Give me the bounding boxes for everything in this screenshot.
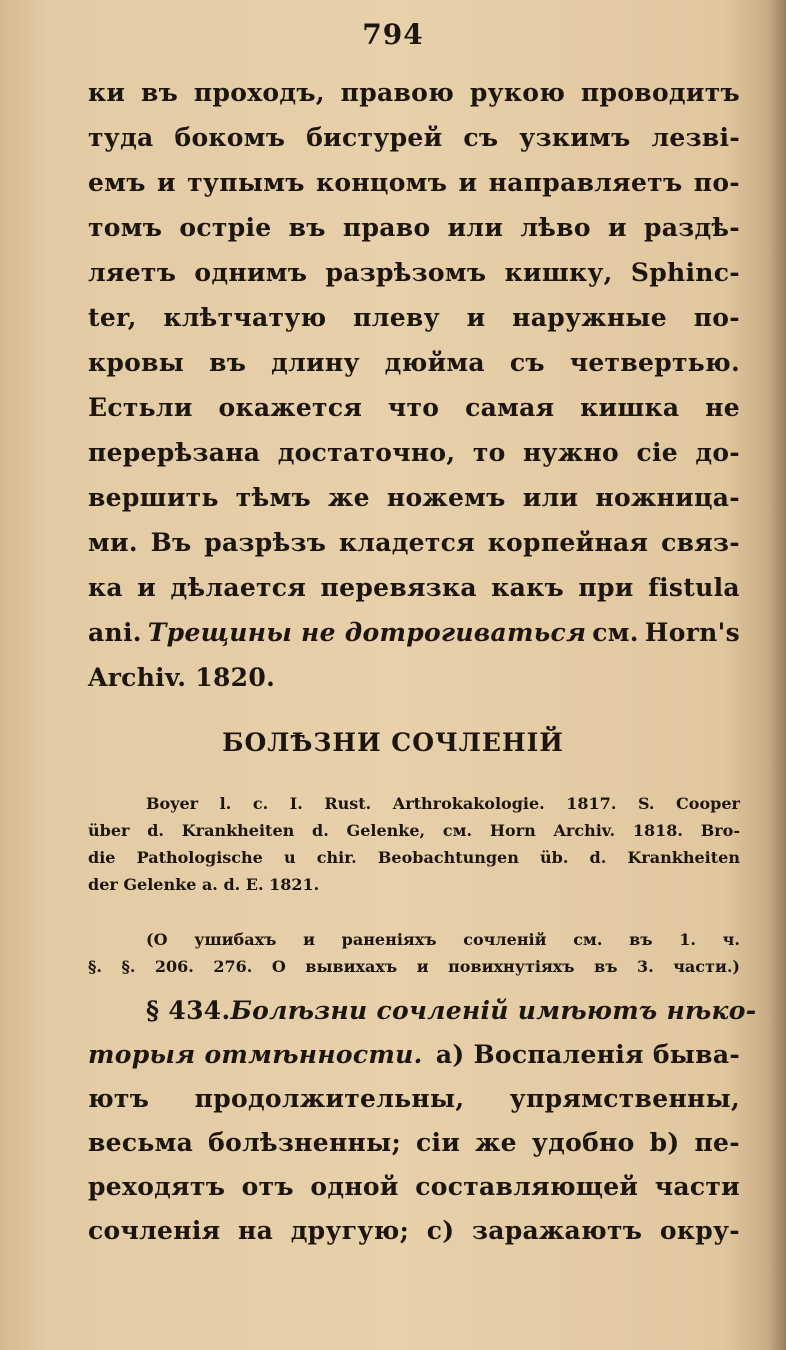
word: нужно — [523, 438, 620, 467]
word: ми. — [88, 528, 138, 557]
word: ки — [88, 78, 126, 107]
word: реходятъ — [88, 1172, 226, 1201]
text-line — [88, 78, 740, 123]
text-line — [88, 996, 757, 1040]
word: О — [271, 957, 286, 976]
word: вершить — [88, 483, 219, 512]
word: бокомъ — [174, 123, 286, 152]
word: или — [522, 483, 579, 512]
word: (О — [146, 930, 168, 949]
word: клѣтчатую — [163, 303, 327, 332]
word: упрямственны, — [509, 1084, 740, 1113]
word: Pathologische — [136, 848, 263, 867]
word: Sphinc- — [630, 258, 740, 287]
word: Beobachtungen — [377, 848, 519, 867]
word: а) Воспаленiя быва- — [435, 1040, 740, 1069]
word: ножница- — [595, 483, 740, 512]
word: Gelenke, — [346, 821, 426, 840]
word: тупымъ — [187, 168, 305, 197]
word: то — [472, 438, 506, 467]
word: ножемъ — [386, 483, 506, 512]
word: ч. — [722, 930, 740, 949]
word: сочленiй — [463, 930, 547, 949]
word: сiе — [636, 438, 678, 467]
word: Krankheiten — [181, 821, 295, 840]
word: лѣво — [520, 213, 591, 242]
word: какъ — [491, 573, 564, 602]
word: въ — [288, 213, 326, 242]
section-heading: БОЛѢЗНИ СОЧЛЕНIЙ — [222, 728, 564, 757]
word: 1818. — [632, 821, 683, 840]
word: d. — [147, 821, 164, 840]
word: перевязка — [320, 573, 477, 602]
word: и — [137, 573, 157, 602]
word: весьма — [88, 1128, 194, 1157]
reference-line — [88, 848, 740, 875]
note-line — [88, 930, 740, 957]
word: §. — [88, 957, 102, 976]
word: Естьли — [88, 393, 193, 422]
word: и — [303, 930, 315, 949]
word: d. — [589, 848, 607, 867]
word: емъ — [88, 168, 146, 197]
reference-line — [88, 794, 740, 821]
word: u — [283, 848, 296, 867]
word: направляетъ — [488, 168, 683, 197]
word: корпейная — [487, 528, 649, 557]
text-line — [88, 258, 740, 303]
word: четвертью. — [569, 348, 740, 377]
word: S. — [637, 794, 655, 813]
word: l. — [219, 794, 232, 813]
reference-line — [88, 875, 740, 902]
word: разрѣзомъ — [325, 258, 487, 287]
word: c. — [252, 794, 269, 813]
word: плеву — [353, 303, 440, 332]
word: и — [157, 168, 176, 197]
word: самая — [465, 393, 555, 422]
word: b) — [649, 1128, 680, 1157]
word: концомъ — [316, 168, 448, 197]
word: c) — [426, 1216, 455, 1245]
word: раненiяхъ — [341, 930, 437, 949]
word: Arthrokakologie. — [392, 794, 545, 813]
text-line — [88, 168, 740, 213]
word: Boyer — [146, 794, 199, 813]
word: острiе — [179, 213, 272, 242]
word: die — [88, 848, 116, 867]
word: части — [654, 1172, 740, 1201]
text-line — [88, 1216, 740, 1260]
word: Horn — [489, 821, 536, 840]
paragraph-434 — [88, 996, 757, 1260]
word: лезвi- — [651, 123, 740, 152]
word: по- — [693, 168, 740, 197]
word: chir. — [316, 848, 357, 867]
text-line — [88, 213, 740, 258]
word: проводитъ — [580, 78, 740, 107]
word: бистурей — [306, 123, 443, 152]
word: до- — [695, 438, 740, 467]
word: Archiv. 1820. — [88, 663, 276, 692]
word: ютъ — [88, 1084, 150, 1113]
note-block — [88, 930, 740, 984]
word: томъ — [88, 213, 163, 242]
word: правою — [340, 78, 455, 107]
word: перерѣзана — [88, 438, 261, 467]
section-number: § 434. — [146, 996, 231, 1025]
word: Rust. — [324, 794, 372, 813]
text-line — [88, 393, 740, 438]
word: ter, — [88, 303, 137, 332]
word: сiи — [416, 1128, 461, 1157]
word: и — [466, 303, 486, 332]
word: длину — [271, 348, 360, 377]
text-line — [88, 1084, 740, 1128]
word: что — [387, 393, 440, 422]
word: связ- — [661, 528, 740, 557]
word: 206. — [154, 957, 194, 976]
word: части.) — [673, 957, 740, 976]
word: ушибахъ — [194, 930, 277, 949]
word: другую; — [290, 1216, 410, 1245]
note-line — [88, 957, 740, 984]
word: въ — [140, 78, 179, 107]
reference-line — [88, 821, 740, 848]
word: по- — [693, 303, 740, 332]
word: повихнутiяхъ — [448, 957, 575, 976]
text-line — [88, 1172, 740, 1216]
text-line — [88, 663, 740, 708]
word: Въ — [150, 528, 192, 557]
italic-phrase: торыя отмѣнности. — [88, 1040, 423, 1069]
word: и — [416, 957, 429, 976]
word: одной — [310, 1172, 399, 1201]
text-line — [88, 1128, 740, 1172]
word: d. — [312, 821, 329, 840]
word: дюйма — [384, 348, 485, 377]
word: тѣмъ — [235, 483, 311, 512]
word: окажется — [218, 393, 363, 422]
word: см. — [573, 930, 603, 949]
text-line — [88, 618, 740, 663]
word: см. — [442, 821, 473, 840]
text-line — [88, 1040, 740, 1084]
word: 3. — [637, 957, 654, 976]
word: кровы — [88, 348, 185, 377]
word: сочленiя — [88, 1216, 221, 1245]
word: fistula — [648, 573, 740, 602]
word: см. — [592, 618, 639, 647]
word: болѣзненны; — [208, 1128, 402, 1157]
word: продолжительны, — [194, 1084, 465, 1113]
word: составляющей — [415, 1172, 639, 1201]
word: на — [238, 1216, 274, 1245]
word: окру- — [659, 1216, 740, 1245]
word: же — [328, 483, 370, 512]
word: der Gelenke a. d. E. 1821. — [88, 875, 320, 894]
word: туда — [88, 123, 154, 152]
word: ляетъ — [88, 258, 177, 287]
word: съ — [463, 123, 499, 152]
word: §. — [121, 957, 136, 976]
word: право — [342, 213, 431, 242]
word: üb. — [540, 848, 569, 867]
italic-phrase: Трещины не дотрогиваться — [147, 618, 587, 647]
paragraph-1 — [88, 78, 740, 708]
word: Bro- — [700, 821, 740, 840]
word: наружные — [512, 303, 667, 332]
word: Cooper — [676, 794, 740, 813]
word: кишку, — [504, 258, 613, 287]
word: разрѣзъ — [204, 528, 327, 557]
word: Horn's — [644, 618, 740, 647]
word: 1. — [679, 930, 696, 949]
word: кладется — [338, 528, 475, 557]
word: въ — [594, 957, 618, 976]
word: въ — [209, 348, 247, 377]
word: же — [475, 1128, 517, 1157]
word: раздѣ- — [643, 213, 740, 242]
word: кишка — [580, 393, 680, 422]
word: ani. — [88, 618, 142, 647]
word: рукою — [469, 78, 566, 107]
word: въ — [629, 930, 653, 949]
word: достаточно, — [277, 438, 456, 467]
word: 276. — [213, 957, 253, 976]
text-line — [88, 438, 740, 483]
page-number: 794 — [362, 18, 424, 51]
word: проходъ, — [193, 78, 325, 107]
word: отъ — [241, 1172, 294, 1201]
word: вывихахъ — [305, 957, 398, 976]
word: при — [578, 573, 634, 602]
text-line — [88, 528, 740, 573]
word: удобно — [531, 1128, 635, 1157]
word: не — [705, 393, 740, 422]
word: съ — [509, 348, 545, 377]
word: или — [447, 213, 504, 242]
word: Archiv. — [553, 821, 616, 840]
word: 1817. — [566, 794, 617, 813]
word: Krankheiten — [627, 848, 740, 867]
word: I. — [289, 794, 303, 813]
text-line — [88, 573, 740, 618]
italic-phrase: Болѣзни сочленiй имѣютъ нѣко- — [230, 996, 757, 1025]
text-line — [88, 123, 740, 168]
word: однимъ — [194, 258, 308, 287]
word: über — [88, 821, 130, 840]
word: и — [458, 168, 478, 197]
word: узкимъ — [519, 123, 631, 152]
references-block — [88, 794, 740, 902]
word: дѣлается — [170, 573, 307, 602]
word: заражаютъ — [471, 1216, 643, 1245]
word: пе- — [694, 1128, 740, 1157]
text-line — [88, 348, 740, 393]
word: и — [607, 213, 627, 242]
text-line — [88, 303, 740, 348]
word: ка — [88, 573, 123, 602]
text-line — [88, 483, 740, 528]
